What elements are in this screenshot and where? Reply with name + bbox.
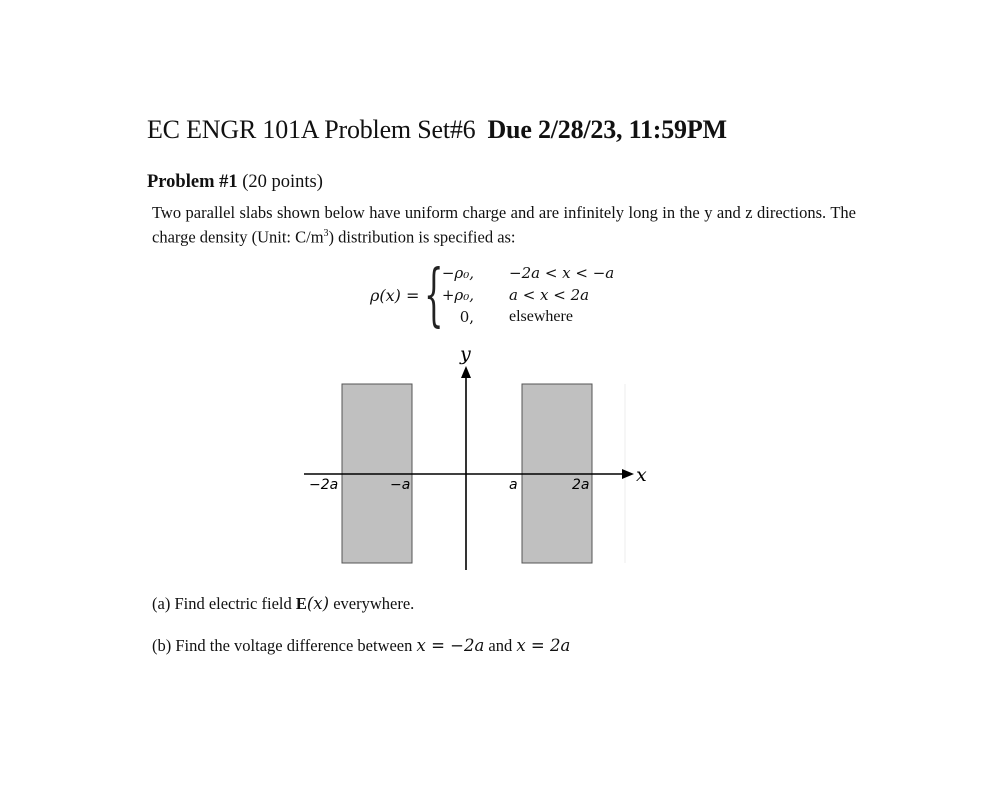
case-value-1: −ρ₀, [441,264,474,282]
page-title [147,115,727,145]
case-value-2: +ρ₀, [441,286,474,304]
equation-lhs: ρ(x) = [370,286,420,305]
y-axis-arrow-icon [461,366,471,378]
question-b [152,636,570,656]
tick-label-2a: 2a [572,477,590,493]
problem-heading [147,172,323,193]
question-b-math-1: x = −2a [416,636,485,655]
intro-superscript: 3 [323,228,329,239]
due-date: Due 2/28/23, 11:59PM [487,115,727,144]
problem-points: (20 points) [242,172,323,192]
intro-text-2: ) distribution is specified as: [328,227,516,247]
tick-label-neg-a: −a [390,477,411,493]
y-axis-label: y [460,343,471,365]
intro-text-1: Two parallel slabs shown below have uniform charge and are infinitely long in the y and z directions. The charge density (Unit: C/m [152,203,856,247]
question-a-prefix: (a) Find electric field [152,594,296,613]
question-a-suffix: everywhere. [329,594,415,613]
x-axis-arrow-icon [622,469,634,479]
x-axis-label: x [636,464,647,486]
question-a-bold: E [295,594,307,613]
tick-label-a: a [509,477,518,493]
left-brace-icon: { [424,256,444,335]
slab-diagram [300,340,660,575]
title-text: EC ENGR 101A Problem Set#6 [147,115,476,144]
problem-number: Problem #1 [147,172,238,192]
question-b-math-2: x = 2a [516,636,571,655]
question-a [152,594,414,614]
case-condition-1: −2a < x < −a [509,264,615,282]
case-condition-2: a < x < 2a [509,286,590,304]
question-b-mid: and [484,636,517,655]
question-a-math: (x) [306,594,330,613]
question-b-prefix: (b) Find the voltage difference between [152,636,417,655]
case-condition-3: elsewhere [509,308,573,325]
tick-label-neg-2a: −2a [309,477,339,493]
problem-intro [152,202,856,248]
case-value-3: 0, [459,308,474,326]
